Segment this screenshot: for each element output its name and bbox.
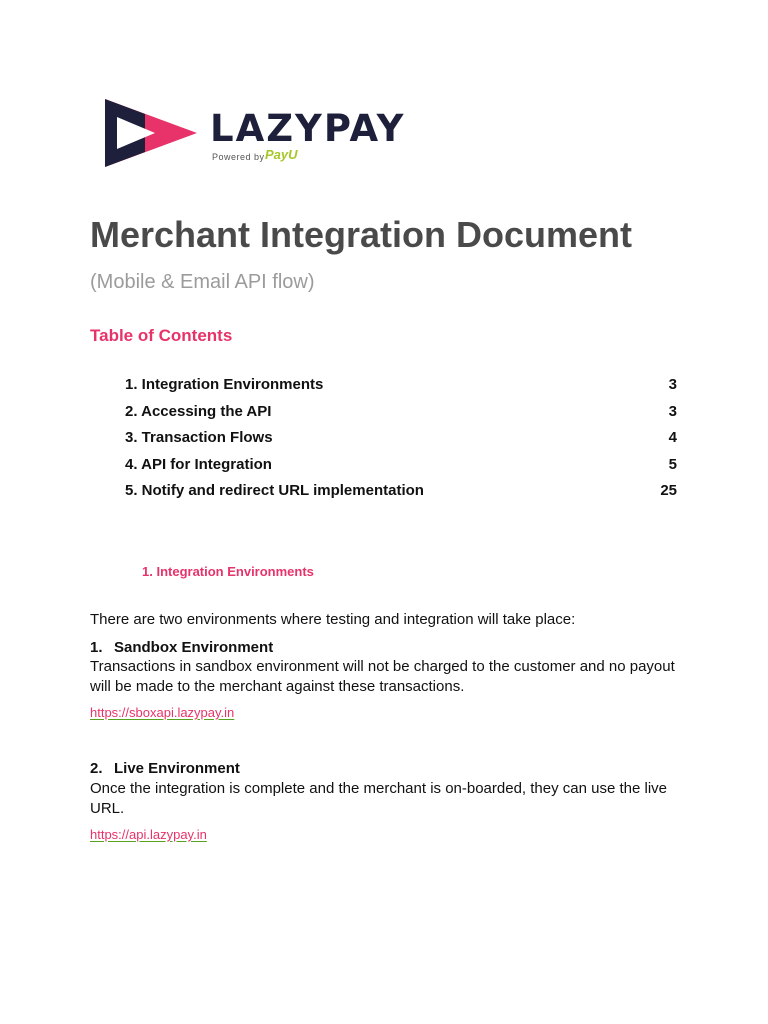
- live-env-link[interactable]: https://api.lazypay.in: [90, 827, 207, 842]
- live-env-number: 2.: [90, 760, 103, 777]
- toc-item-page: 4: [668, 429, 677, 446]
- lazypay-logo: [105, 99, 406, 169]
- sandbox-env-name: Sandbox Environment: [114, 639, 274, 656]
- section-heading: 1. Integration Environments: [142, 564, 314, 579]
- toc-item-page: 5: [668, 455, 677, 473]
- toc-item-page: 3: [668, 402, 677, 420]
- document-title: Merchant Integration Document: [90, 214, 633, 255]
- toc-item[interactable]: [125, 403, 677, 430]
- sandbox-env-link[interactable]: https://sboxapi.lazypay.in: [90, 705, 235, 720]
- section-intro: There are two environments where testing and integration will take place:: [90, 611, 576, 628]
- toc-item[interactable]: [125, 429, 677, 456]
- toc-item-label: 3. Transaction Flows: [125, 429, 273, 446]
- live-env-heading: [90, 759, 690, 779]
- lazypay-play-logo-icon: [105, 99, 197, 167]
- toc-item[interactable]: [125, 376, 677, 403]
- sandbox-env-description: Transactions in sandbox environment will not be charged to the customer and no payout will be made to the merchant against these transactions.: [90, 658, 675, 695]
- document-subtitle: (Mobile & Email API flow): [90, 271, 315, 293]
- sandbox-env-heading: [90, 638, 690, 658]
- sandbox-env-number: 1.: [90, 639, 103, 656]
- toc-item-page: 25: [660, 482, 677, 499]
- live-env-name: Live Environment: [114, 760, 240, 777]
- toc-heading: Table of Contents: [90, 326, 233, 345]
- toc-item-label: 2. Accessing the API: [125, 402, 272, 420]
- logo-wordmark: LAZYPAY: [210, 107, 406, 150]
- toc-item-label: 1. Integration Environments: [125, 376, 324, 393]
- toc-item-label: 4. API for Integration: [125, 455, 272, 473]
- table-of-contents: [125, 376, 677, 509]
- toc-item-page: 3: [668, 376, 677, 393]
- toc-item-label: 5. Notify and redirect URL implementation: [125, 482, 424, 499]
- toc-item[interactable]: [125, 456, 677, 483]
- toc-item[interactable]: [125, 482, 677, 509]
- logo-partner: PayU: [265, 147, 298, 162]
- logo-powered-by: Powered by: [212, 152, 265, 162]
- live-env-description: Once the integration is complete and the merchant is on-boarded, they can use the live URL.: [90, 780, 668, 817]
